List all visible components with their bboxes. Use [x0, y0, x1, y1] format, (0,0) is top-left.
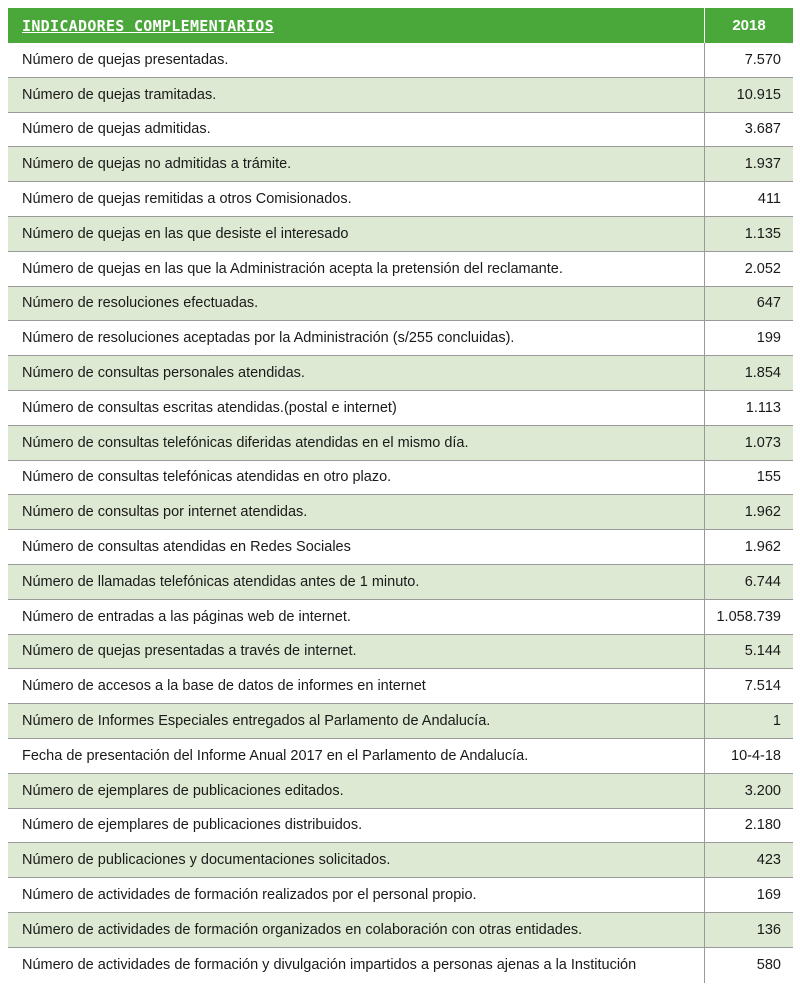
table-row	[8, 739, 793, 774]
indicator-label: Número de ejemplares de publicaciones editados.	[8, 774, 705, 808]
table-row	[8, 287, 793, 322]
table-row	[8, 182, 793, 217]
indicator-label: Número de quejas remitidas a otros Comisionados.	[8, 182, 705, 216]
table-row	[8, 600, 793, 635]
table-row	[8, 704, 793, 739]
indicator-label: Número de consultas personales atendidas.	[8, 356, 705, 390]
indicator-label: Número de consultas escritas atendidas.(postal e internet)	[8, 391, 705, 425]
indicator-value: 411	[757, 191, 781, 208]
indicator-value: 7.514	[744, 678, 781, 695]
indicator-value: 2.180	[744, 817, 781, 834]
indicator-label: Número de consultas por internet atendidas.	[8, 495, 705, 529]
indicator-value: 1.135	[744, 225, 781, 242]
table-row	[8, 948, 793, 983]
indicator-label: Número de accesos a la base de datos de informes en internet	[8, 669, 705, 703]
indicator-value: 199	[756, 330, 781, 347]
indicator-label: Número de resoluciones aceptadas por la Administración (s/255 concluidas).	[8, 321, 705, 355]
indicator-value: 136	[756, 921, 781, 938]
indicator-value: 6.744	[744, 573, 781, 590]
indicator-label: Número de actividades de formación y divulgación impartidos a personas ajenas a la Institución	[8, 948, 705, 983]
indicator-label: Número de quejas en las que la Administración acepta la pretensión del reclamante.	[8, 252, 705, 286]
indicator-label: Número de quejas tramitadas.	[8, 78, 705, 112]
table-row	[8, 809, 793, 844]
indicator-value: 3.200	[744, 782, 781, 799]
indicator-label: Número de quejas presentadas.	[8, 43, 705, 77]
table-row	[8, 774, 793, 809]
indicator-value: 1.073	[744, 434, 781, 451]
indicator-value: 155	[756, 469, 781, 486]
indicator-value: 1.058.739	[716, 608, 781, 625]
indicator-label: Número de llamadas telefónicas atendidas antes de 1 minuto.	[8, 565, 705, 599]
indicator-value: 1.962	[744, 539, 781, 556]
indicator-value: 10-4-18	[731, 747, 781, 764]
table-row	[8, 913, 793, 948]
indicator-value: 2.052	[744, 260, 781, 277]
indicator-label: Número de Informes Especiales entregados al Parlamento de Andalucía.	[8, 704, 705, 738]
indicator-label: Número de quejas admitidas.	[8, 113, 705, 147]
indicator-label: Número de publicaciones y documentaciones solicitados.	[8, 843, 705, 877]
table-row	[8, 252, 793, 287]
table-row	[8, 426, 793, 461]
table-row	[8, 669, 793, 704]
indicator-value: 5.144	[744, 643, 781, 660]
indicator-label: Número de actividades de formación realizados por el personal propio.	[8, 878, 705, 912]
indicator-label: Número de quejas no admitidas a trámite.	[8, 147, 705, 181]
indicator-label: Número de ejemplares de publicaciones distribuidos.	[8, 809, 705, 843]
indicator-value: 10.915	[736, 86, 781, 103]
table-row	[8, 113, 793, 148]
indicator-value: 7.570	[744, 51, 781, 68]
table-row	[8, 530, 793, 565]
table-header	[8, 8, 793, 43]
indicator-label: Número de consultas telefónicas atendidas en otro plazo.	[8, 461, 705, 495]
table-row	[8, 878, 793, 913]
table-body	[8, 43, 793, 983]
indicator-label: Número de consultas telefónicas diferidas atendidas en el mismo día.	[8, 426, 705, 460]
indicator-label: Fecha de presentación del Informe Anual 2017 en el Parlamento de Andalucía.	[8, 739, 705, 773]
table-row	[8, 565, 793, 600]
table-row	[8, 843, 793, 878]
table-row	[8, 635, 793, 670]
indicator-value: 1	[772, 713, 781, 730]
table-row	[8, 495, 793, 530]
indicator-value: 1.937	[744, 156, 781, 173]
indicator-label: Número de actividades de formación organizados en colaboración con otras entidades.	[8, 913, 705, 947]
table-row	[8, 461, 793, 496]
table-row	[8, 147, 793, 182]
indicator-value: 423	[756, 852, 781, 869]
indicator-label: Número de quejas presentadas a través de internet.	[8, 635, 705, 669]
table-row	[8, 78, 793, 113]
indicator-value: 169	[756, 887, 781, 904]
table-row	[8, 43, 793, 78]
indicator-value: 3.687	[744, 121, 781, 138]
table-row	[8, 217, 793, 252]
indicator-label: Número de resoluciones efectuadas.	[8, 287, 705, 321]
indicator-value: 647	[756, 295, 781, 312]
indicators-table	[8, 8, 793, 983]
indicator-value: 1.854	[744, 365, 781, 382]
table-title: INDICADORES COMPLEMENTARIOS	[8, 8, 705, 43]
indicator-label: Número de quejas en las que desiste el interesado	[8, 217, 705, 251]
indicator-value: 1.962	[744, 504, 781, 521]
table-row	[8, 356, 793, 391]
indicator-value: 1.113	[745, 399, 781, 416]
indicator-label: Número de consultas atendidas en Redes Sociales	[8, 530, 705, 564]
indicator-label: Número de entradas a las páginas web de internet.	[8, 600, 705, 634]
table-row	[8, 391, 793, 426]
year-column-header: 2018	[732, 17, 766, 34]
indicator-value: 580	[756, 957, 781, 974]
table-row	[8, 321, 793, 356]
